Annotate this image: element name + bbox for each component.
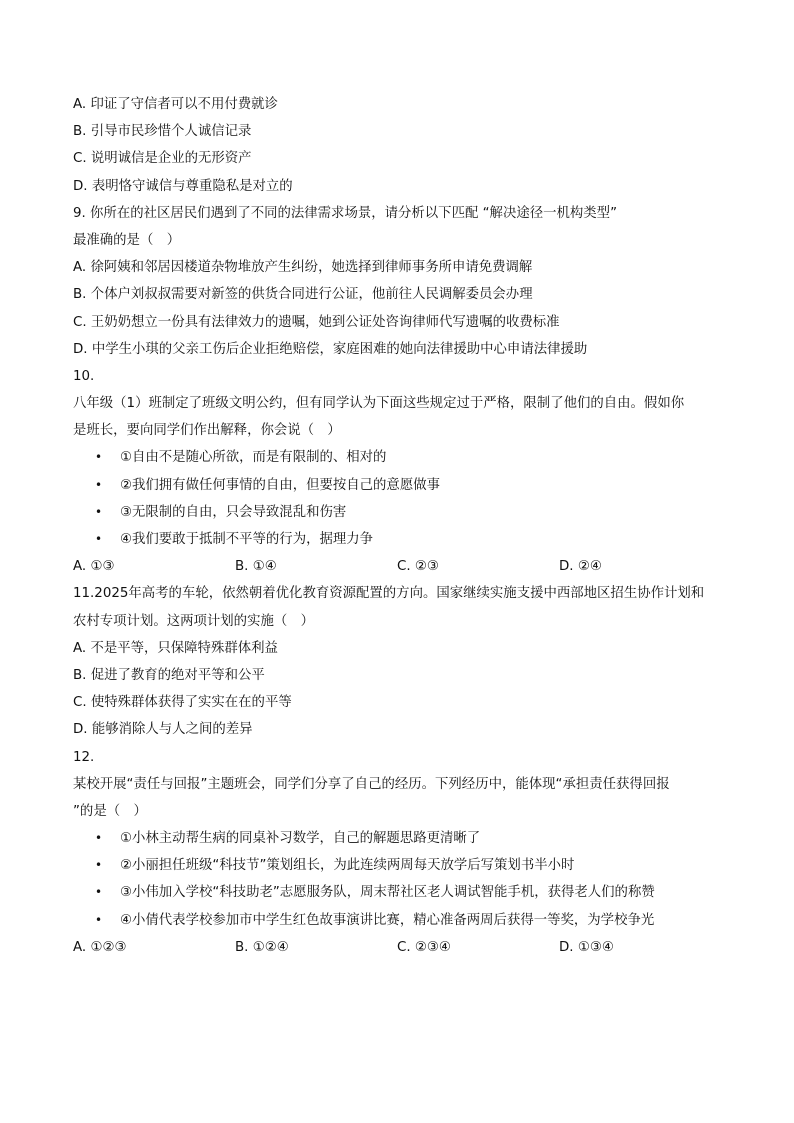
- q12-bullet-4: [73, 907, 733, 934]
- q8-option-a: A. 印证了守信者可以不用付费就诊: [73, 97, 278, 112]
- bullet-icon: •: [95, 858, 103, 873]
- q12-choice-a: A. ①②③: [73, 939, 127, 955]
- q9-stem-line1: 9. 你所在的社区居民们遇到了不同的法律需求场景，请分析以下匹配 “解决途径一机构类型”: [73, 205, 618, 221]
- q12-bullet-3: [73, 879, 733, 906]
- q11-option-d: D. 能够消除人与人之间的差异: [73, 722, 253, 738]
- q12-bullet-text: ①小林主动帮生病的同桌补习数学，自己的解题思路更清晰了: [120, 831, 481, 847]
- exam-page: [73, 91, 733, 961]
- q12-choice-d: D. ①③④: [559, 939, 614, 955]
- q12-bullet-1: [73, 825, 733, 852]
- q12-choice-b: B. ①②④: [235, 939, 289, 955]
- q10-bullet-2: [73, 472, 733, 499]
- q12-bullet-text: ③小伟加入学校“科技助老”志愿服务队，周末帮社区老人调试智能手机，获得老人们的称赞: [120, 885, 655, 901]
- q11-option-b: B. 促进了教育的绝对平等和公平: [73, 667, 265, 683]
- q11-stem-line1: 11.2025年高考的车轮，依然朝着优化教育资源配置的方向。国家继续实施支援中西部地区招生协作计划和: [73, 586, 705, 602]
- q12-bullet-2: [73, 852, 733, 879]
- q8-option-b: B. 引导市民珍惜个人诚信记录: [73, 124, 252, 140]
- q10-stem-line2: 是班长，要向同学们作出解释，你会说（ ）: [73, 423, 341, 439]
- q9-stem-line2: 最准确的是（ ）: [73, 232, 181, 248]
- q10-bullet-text: ②我们拥有做任何事情的自由，但要按自己的意愿做事: [120, 477, 440, 493]
- q12-stem-line2: ”的是（ ）: [73, 803, 147, 819]
- q10-bullet-3: [73, 499, 733, 526]
- q8-option-c: C. 说明诚信是企业的无形资产: [73, 151, 252, 167]
- q10-stem-line1: 八年级（1）班制定了班级文明公约，但有同学认为下面这些规定过于严格，限制了他们的自由。假如你: [73, 396, 685, 412]
- question-12: [73, 744, 733, 962]
- q9-option-d: D. 中学生小琪的父亲工伤后企业拒绝赔偿，家庭困难的她向法律援助中心申请法律援助: [73, 341, 588, 357]
- q9-option-c: C. 王奶奶想立一份具有法律效力的遗嘱，她到公证处咨询律师代写遗嘱的收费标准: [73, 314, 560, 330]
- q8-options: [73, 91, 733, 200]
- q11-option-c: C. 使特殊群体获得了实实在在的平等: [73, 695, 292, 711]
- q12-number: 12.: [73, 749, 95, 765]
- question-10: [73, 363, 733, 581]
- q12-choice-c: C. ②③④: [397, 939, 451, 955]
- bullet-icon: •: [95, 912, 103, 927]
- q12-stem-line1: 某校开展“责任与回报”主题班会，同学们分享了自己的经历。下列经历中，能体现“承担责任获得回报: [73, 776, 670, 792]
- q9-option-a: A. 徐阿姨和邻居因楼道杂物堆放产生纠纷，她选择到律师事务所申请免费调解: [73, 260, 533, 276]
- q12-bullet-text: ④小倩代表学校参加市中学生红色故事演讲比赛，精心准备两周后获得一等奖，为学校争光: [120, 912, 655, 928]
- bullet-icon: •: [95, 532, 103, 546]
- q10-bullet-text: ④我们要敢于抵制不平等的行为，据理力争: [120, 532, 374, 547]
- q12-bullet-text: ②小丽担任班级“科技节”策划组长，为此连续两周每天放学后写策划书半小时: [120, 858, 575, 874]
- q9-option-b: B. 个体户刘叔叔需要对新签的供货合同进行公证，他前往人民调解委员会办理: [73, 287, 533, 303]
- q10-choice-a: A. ①③: [73, 559, 115, 575]
- q10-bullet-1: [73, 444, 733, 471]
- bullet-icon: •: [95, 450, 103, 465]
- q10-bullet-text: ③无限制的自由，只会导致混乱和伤害: [120, 504, 347, 520]
- bullet-icon: •: [95, 885, 103, 900]
- question-11: [73, 580, 733, 743]
- q10-choice-d: D. ②④: [559, 559, 602, 575]
- q10-choice-b: B. ①④: [235, 559, 277, 575]
- q10-bullet-text: ①自由不是随心所欲，而是有限制的、相对的: [120, 450, 387, 466]
- bullet-icon: •: [95, 477, 103, 492]
- q12-choices: [73, 934, 733, 961]
- q10-bullet-4: [73, 526, 733, 553]
- q10-choice-c: C. ②③: [397, 559, 439, 575]
- q11-stem-line2: 农村专项计划。这两项计划的实施（ ）: [73, 613, 315, 629]
- question-9: [73, 200, 733, 363]
- bullet-icon: •: [95, 831, 103, 846]
- q10-choices: [73, 553, 733, 580]
- q11-option-a: A. 不是平等，只保障特殊群体利益: [73, 640, 278, 656]
- bullet-icon: •: [95, 504, 103, 519]
- q8-option-d: D. 表明恪守诚信与尊重隐私是对立的: [73, 178, 293, 194]
- q10-number: 10.: [73, 368, 95, 384]
